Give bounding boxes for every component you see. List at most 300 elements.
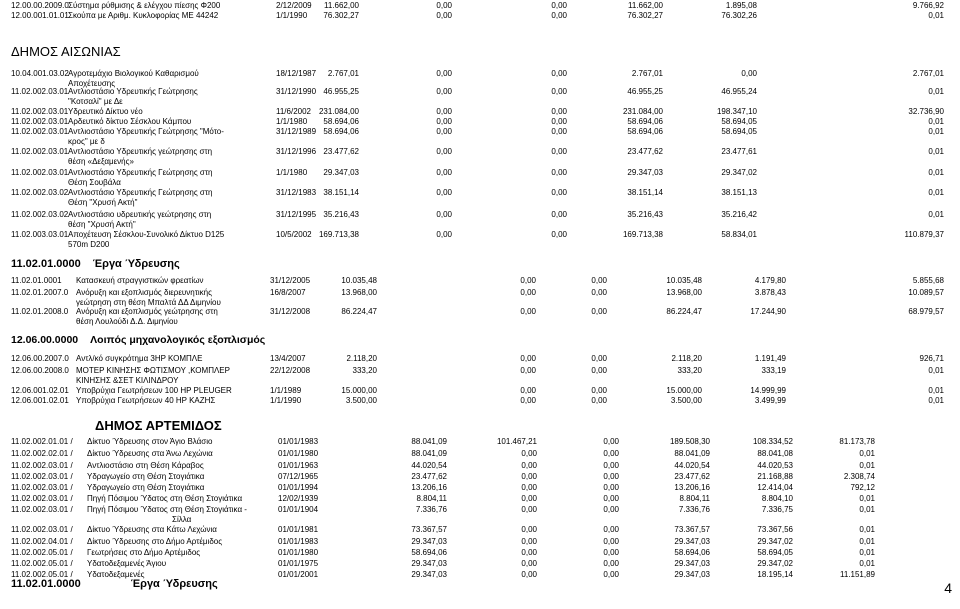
asset-code-cell: 11.02.002.03.01 / (11, 461, 73, 470)
asset-code-cell: 11.02.002.03.01 / (11, 472, 73, 481)
value-cell-1: 88.041,09 (411, 449, 447, 458)
description-continuation: Θέση Σουβάλα (68, 178, 121, 187)
section-heading-aisonias: ΔΗΜΟΣ ΑΙΣΩΝΙΑΣ (11, 44, 121, 59)
acquisition-date-cell: 31/12/1996 (276, 147, 317, 156)
acquisition-date-cell: 11/6/2002 (276, 107, 311, 116)
value-cell-3: 0,00 (551, 127, 567, 136)
acquisition-date-cell: 12/02/1939 (278, 494, 319, 503)
net-value-cell: 81.173,78 (839, 437, 875, 446)
value-cell-4: 11.662,00 (628, 1, 663, 10)
asset-code-cell: 11.02.002.03.01 (11, 107, 69, 116)
depreciation-cell: 38.151,13 (721, 188, 757, 197)
depreciation-cell: 23.477,61 (721, 147, 757, 156)
value-cell-1: 23.477,62 (323, 147, 359, 156)
value-cell-2: 0,00 (436, 127, 452, 136)
asset-code-cell: 11.02.003.03.01 (11, 230, 69, 239)
table-row (0, 548, 960, 558)
value-cell-4: 73.367,57 (674, 525, 710, 534)
table-row (0, 449, 960, 459)
acquisition-date-cell: 31/12/2005 (270, 276, 311, 285)
value-cell-3: 0,00 (603, 461, 619, 470)
value-cell-3: 0,00 (603, 559, 619, 568)
value-cell-2: 0,00 (436, 117, 452, 126)
value-cell-3: 0,00 (603, 483, 619, 492)
acquisition-date-cell: 31/12/1983 (276, 188, 317, 197)
description-continuation: γεώτρηση στη θέση Μπαλτά ΔΔ Διμηνίου (76, 298, 221, 307)
value-cell-2: 0,00 (521, 483, 537, 492)
depreciation-cell: 198.347,10 (716, 107, 757, 116)
description-continuation: Σίλλα (172, 515, 192, 524)
description-continuation: Θέση "Χρυσή Ακτή" (68, 198, 138, 207)
net-value-cell: 0,01 (859, 525, 875, 534)
acquisition-date-cell: 01/01/1980 (278, 449, 319, 458)
value-cell-1: 13.968,00 (341, 288, 377, 297)
asset-description-cell: Υποβρύχια Γεωτρήσεων 40 HP ΚΑΖΗΣ (76, 396, 216, 405)
value-cell-1: 44.020,54 (411, 461, 447, 470)
acquisition-date-cell: 01/01/1975 (278, 559, 319, 568)
value-cell-3: 0,00 (591, 386, 607, 395)
page-number: 4 (944, 580, 952, 596)
asset-code-cell: 11.02.002.03.01 (11, 117, 69, 126)
acquisition-date-cell: 07/12/1965 (278, 472, 319, 481)
net-value-cell: 68.979,57 (908, 307, 944, 316)
depreciation-cell: 12.414,04 (757, 483, 793, 492)
asset-code-cell: 12.00.001.01.01 (11, 11, 69, 20)
value-cell-2: 0,00 (520, 307, 536, 316)
value-cell-2: 0,00 (521, 449, 537, 458)
value-cell-3: 0,00 (591, 276, 607, 285)
value-cell-3: 0,00 (551, 188, 567, 197)
value-cell-2: 101.467,21 (496, 437, 537, 446)
asset-code-cell: 11.02.002.03.01 (11, 147, 69, 156)
asset-description-cell: Σκούπα με Αριθμ. Κυκλοφορίας ΜΕ 44242 (68, 11, 219, 20)
description-continuation: κρος" με δ (68, 137, 105, 146)
asset-description-cell: Αντλιοστάσιο Υδρευτικής Γεώτρησης στη (68, 188, 213, 197)
table-row (0, 87, 960, 97)
value-cell-4: 333,20 (677, 366, 702, 375)
value-cell-4: 2.118,20 (671, 354, 702, 363)
value-cell-4: 38.151,14 (627, 188, 663, 197)
net-value-cell: 11.151,89 (840, 570, 875, 579)
asset-description-cell: Αντλιοστάσιο Υδρευτικής Γεώτρησης στη (68, 168, 213, 177)
value-cell-1: 231.084,00 (318, 107, 359, 116)
net-value-cell: 0,01 (859, 505, 875, 514)
asset-code-cell: 11.02.002.05.01 / (11, 570, 73, 579)
value-cell-4: 13.968,00 (666, 288, 702, 297)
table-row (0, 147, 960, 157)
value-cell-4: 23.477,62 (627, 147, 663, 156)
value-cell-3: 0,00 (551, 117, 567, 126)
value-cell-1: 333,20 (352, 366, 377, 375)
value-cell-2: 0,00 (521, 472, 537, 481)
acquisition-date-cell: 2/12/2009 (276, 1, 312, 10)
acquisition-date-cell: 01/01/1983 (278, 537, 319, 546)
value-cell-3: 0,00 (603, 525, 619, 534)
depreciation-cell: 44.020,53 (757, 461, 793, 470)
section-heading-ydreusis (11, 258, 180, 270)
net-value-cell: 0,01 (859, 537, 875, 546)
value-cell-1: 2.767,01 (327, 69, 359, 78)
value-cell-4: 2.767,01 (631, 69, 663, 78)
value-cell-4: 58.694,06 (627, 117, 663, 126)
asset-code-cell: 12.06.00.2007.0 (11, 354, 69, 363)
table-row (0, 354, 960, 364)
value-cell-2: 0,00 (436, 1, 452, 10)
value-cell-4: 29.347,03 (674, 559, 710, 568)
acquisition-date-cell: 01/01/1983 (278, 437, 319, 446)
value-cell-4: 88.041,09 (674, 449, 710, 458)
value-cell-1: 35.216,43 (323, 210, 359, 219)
net-value-cell: 0,01 (859, 559, 875, 568)
asset-description-cell: Σύστημα ρύθμισης & ελέγχου πίεσης Φ200 (68, 1, 221, 10)
acquisition-date-cell: 01/01/1994 (278, 483, 319, 492)
net-value-cell: 0,01 (928, 147, 944, 156)
depreciation-cell: 29.347,02 (757, 559, 793, 568)
section-heading-mixanologikos (11, 334, 265, 346)
value-cell-1: 8.804,11 (416, 494, 447, 503)
description-continuation: θέση «Δεξαμενής» (68, 157, 134, 166)
value-cell-4: 8.804,11 (679, 494, 710, 503)
net-value-cell: 0,01 (859, 494, 875, 503)
value-cell-2: 0,00 (520, 386, 536, 395)
asset-description-cell: Αγροτεμάχιο Βιολογικού Καθαρισμού (68, 69, 199, 78)
value-cell-1: 29.347,03 (411, 570, 447, 579)
value-cell-2: 0,00 (520, 366, 536, 375)
value-cell-3: 0,00 (603, 548, 619, 557)
table-row (0, 168, 960, 178)
depreciation-cell: 0,00 (741, 69, 757, 78)
value-cell-3: 0,00 (551, 168, 567, 177)
net-value-cell: 792,12 (850, 483, 875, 492)
asset-description-cell: Αντλιοστάσιο υδρευτικής γεώτρησης στη (68, 210, 212, 219)
asset-description-cell: Αντλιοστάσιο Υδρευτικής γεώτρησης στη (68, 147, 213, 156)
acquisition-date-cell: 01/01/1904 (278, 505, 319, 514)
asset-description-cell: Αντλιοστάσιο Υδρευτικής Γεώτρησης "Μότο- (68, 127, 224, 136)
net-value-cell: 0,01 (928, 396, 944, 405)
table-row (0, 494, 960, 504)
value-cell-1: 58.694,06 (323, 117, 359, 126)
table-row (0, 69, 960, 79)
depreciation-cell: 58.694,05 (757, 548, 793, 557)
net-value-cell: 0,01 (859, 461, 875, 470)
asset-description-cell: Αντλ/κό συγκρότημα 3ΗΡ ΚΟΜΠΛΕ (76, 354, 203, 363)
table-row (0, 276, 960, 286)
value-cell-2: 0,00 (436, 188, 452, 197)
value-cell-2: 0,00 (521, 548, 537, 557)
depreciation-cell: 58.694,05 (721, 117, 757, 126)
depreciation-cell: 46.955,24 (721, 87, 757, 96)
section-title: Έργα Ύδρευσης (130, 578, 218, 590)
asset-description-cell: Ανόρυξη και εξοπλισμός γεώτρησης στη (76, 307, 218, 316)
value-cell-4: 86.224,47 (666, 307, 702, 316)
value-cell-1: 86.224,47 (341, 307, 377, 316)
table-row (0, 1, 960, 11)
table-row (0, 483, 960, 493)
net-value-cell: 0,01 (928, 117, 944, 126)
value-cell-2: 0,00 (521, 494, 537, 503)
section-title: Έργα Ύδρευσης (92, 258, 180, 270)
value-cell-4: 13.206,16 (674, 483, 710, 492)
net-value-cell: 32.736,90 (908, 107, 944, 116)
value-cell-3: 0,00 (603, 494, 619, 503)
asset-code-cell: 11.02.002.03.01 / (11, 505, 73, 514)
depreciation-cell: 18.195,14 (757, 570, 793, 579)
value-cell-2: 0,00 (520, 276, 536, 285)
asset-code-cell: 11.02.002.03.01 (11, 168, 69, 177)
value-cell-1: 11.662,00 (324, 1, 359, 10)
value-cell-3: 0,00 (591, 307, 607, 316)
asset-description-cell: Υδραγωγείο στη Θέση Στογιάτικα (87, 483, 205, 492)
value-cell-2: 0,00 (521, 525, 537, 534)
asset-description-cell: Υδατοδεξαμενές Άγιου (87, 559, 167, 568)
value-cell-4: 35.216,43 (627, 210, 663, 219)
net-value-cell: 0,01 (928, 366, 944, 375)
asset-description-cell: Δίκτυο Ύδρευσης στον Άγιο Βλάσιο (87, 437, 213, 446)
value-cell-3: 0,00 (591, 288, 607, 297)
value-cell-4: 10.035,48 (666, 276, 702, 285)
asset-description-cell: Γεωτρήσεις στο Δήμο Αρτέμιδος (87, 548, 201, 557)
net-value-cell: 0,01 (928, 87, 944, 96)
asset-code-cell: 11.02.002.01.01 / (11, 437, 73, 446)
net-value-cell: 2.308,74 (843, 472, 875, 481)
value-cell-2: 0,00 (436, 11, 452, 20)
asset-code-cell: 11.02.002.05.01 / (11, 548, 73, 557)
depreciation-cell: 73.367,56 (757, 525, 793, 534)
acquisition-date-cell: 1/1/1989 (270, 386, 302, 395)
section-code: 12.06.00.0000 (11, 334, 79, 346)
value-cell-1: 29.347,03 (411, 559, 447, 568)
net-value-cell: 110.879,37 (904, 230, 944, 239)
section-code: 11.02.01.0000 (11, 258, 81, 270)
value-cell-2: 0,00 (436, 168, 452, 177)
table-row (0, 525, 960, 535)
asset-description-cell: Δίκτυο Ύδρευσης στα Κάτω Λεχώνια (87, 525, 217, 534)
value-cell-1: 46.955,25 (323, 87, 359, 96)
depreciation-cell: 7.336,75 (761, 505, 793, 514)
depreciation-cell: 29.347,02 (757, 537, 793, 546)
depreciation-cell: 58.834,01 (721, 230, 757, 239)
acquisition-date-cell: 31/12/2008 (270, 307, 311, 316)
value-cell-3: 0,00 (551, 230, 567, 239)
depreciation-cell: 1.895,08 (725, 1, 757, 10)
value-cell-2: 0,00 (520, 396, 536, 405)
asset-code-cell: 11.02.002.04.01 / (11, 537, 73, 546)
value-cell-3: 0,00 (603, 505, 619, 514)
asset-code-cell: 11.02.002.03.02 (11, 210, 69, 219)
depreciation-cell: 88.041,08 (757, 449, 793, 458)
table-row (0, 127, 960, 137)
depreciation-cell: 4.179,80 (754, 276, 786, 285)
net-value-cell: 2.767,01 (912, 69, 944, 78)
value-cell-4: 169.713,38 (622, 230, 663, 239)
table-row (0, 288, 960, 298)
acquisition-date-cell: 31/12/1995 (276, 210, 317, 219)
asset-description-cell: Δίκτυο Ύδρευσης στα Άνω Λεχώνια (87, 449, 213, 458)
value-cell-3: 0,00 (603, 437, 619, 446)
table-row (0, 210, 960, 220)
asset-description-cell: Πηγή Πόσιμου Ύδατος στη Θέση Στογιάτικα (87, 494, 243, 503)
acquisition-date-cell: 01/01/1963 (278, 461, 319, 470)
value-cell-4: 3.500,00 (670, 396, 702, 405)
value-cell-4: 29.347,03 (627, 168, 663, 177)
value-cell-1: 88.041,09 (411, 437, 447, 446)
section-heading-artemidos: ΔΗΜΟΣ ΑΡΤΕΜΙΔΟΣ (95, 418, 222, 433)
depreciation-cell: 76.302,26 (721, 11, 757, 20)
depreciation-cell: 1.191,49 (754, 354, 786, 363)
value-cell-4: 231.084,00 (622, 107, 663, 116)
acquisition-date-cell: 13/4/2007 (270, 354, 306, 363)
value-cell-2: 0,00 (436, 210, 452, 219)
value-cell-1: 38.151,14 (323, 188, 359, 197)
net-value-cell: 0,01 (928, 127, 944, 136)
asset-code-cell: 11.02.002.03.01 (11, 87, 69, 96)
asset-description-cell: Υδρευτικό Δίκτυο νέο (68, 107, 143, 116)
value-cell-2: 0,00 (520, 354, 536, 363)
value-cell-4: 29.347,03 (674, 570, 710, 579)
value-cell-3: 0,00 (603, 472, 619, 481)
asset-description-cell: Πηγή Πόσιμου Ύδατος στη Θέση Στογιάτικα - (87, 505, 247, 514)
value-cell-1: 23.477,62 (411, 472, 447, 481)
value-cell-1: 76.302,27 (323, 11, 359, 20)
asset-code-cell: 11.02.01.2007.0 (11, 288, 69, 297)
value-cell-3: 0,00 (551, 87, 567, 96)
value-cell-4: 189.508,30 (669, 437, 710, 446)
depreciation-cell: 35.216,42 (721, 210, 757, 219)
value-cell-1: 58.694,06 (411, 548, 447, 557)
table-row (0, 505, 960, 515)
asset-description-cell: Αποχέτευση Σέσκλου-Συνολικό Δίκτυο D125 (68, 230, 225, 239)
table-row (0, 537, 960, 547)
value-cell-2: 0,00 (521, 559, 537, 568)
acquisition-date-cell: 1/1/1980 (276, 168, 308, 177)
value-cell-1: 2.118,20 (346, 354, 377, 363)
depreciation-cell: 21.168,88 (757, 472, 793, 481)
net-value-cell: 0,01 (928, 386, 944, 395)
section-heading-ydreusis-2 (11, 578, 218, 590)
acquisition-date-cell: 18/12/1987 (276, 69, 317, 78)
description-continuation: θέση Λουλούδι Δ.Δ. Διμηνίου (76, 317, 178, 326)
acquisition-date-cell: 1/1/1990 (270, 396, 302, 405)
asset-code-cell: 11.02.002.03.01 / (11, 494, 73, 503)
value-cell-4: 58.694,06 (674, 548, 710, 557)
table-row (0, 366, 960, 376)
value-cell-2: 0,00 (436, 230, 452, 239)
asset-description-cell: Αντλιοστάσιο στη Θέση Κάραβος (87, 461, 204, 470)
value-cell-3: 0,00 (603, 570, 619, 579)
asset-code-cell: 11.02.002.02.01 / (11, 449, 73, 458)
value-cell-2: 0,00 (521, 461, 537, 470)
asset-description-cell: Ανόρυξη και εξοπλισμός διερευνητικής (76, 288, 212, 297)
section-code: 11.02.01.0000 (11, 578, 81, 590)
acquisition-date-cell: 01/01/1981 (278, 525, 319, 534)
value-cell-3: 0,00 (551, 147, 567, 156)
value-cell-2: 0,00 (436, 147, 452, 156)
table-row (0, 230, 960, 240)
value-cell-2: 0,00 (436, 107, 452, 116)
value-cell-4: 46.955,25 (627, 87, 663, 96)
table-row (0, 307, 960, 317)
table-row (0, 437, 960, 447)
value-cell-4: 29.347,03 (674, 537, 710, 546)
table-row (0, 107, 960, 117)
acquisition-date-cell: 1/1/1980 (276, 117, 308, 126)
value-cell-1: 13.206,16 (411, 483, 447, 492)
table-row (0, 188, 960, 198)
value-cell-4: 15.000,00 (666, 386, 702, 395)
description-continuation: ΚΙΝΗΣΗΣ &ΣΕΤ ΚΙΛΙΝΔΡΟΥ (76, 376, 179, 385)
acquisition-date-cell: 1/1/1990 (276, 11, 308, 20)
value-cell-1: 3.500,00 (345, 396, 377, 405)
asset-code-cell: 12.06.00.2008.0 (11, 366, 69, 375)
value-cell-2: 0,00 (521, 505, 537, 514)
value-cell-1: 169.713,38 (318, 230, 359, 239)
depreciation-cell: 17.244,90 (750, 307, 786, 316)
depreciation-cell: 14.999,99 (750, 386, 786, 395)
value-cell-3: 0,00 (551, 107, 567, 116)
description-continuation: Αποχέτευσης (68, 79, 116, 88)
asset-code-cell: 12.06.001.02.01 (11, 386, 69, 395)
value-cell-4: 23.477,62 (674, 472, 710, 481)
value-cell-3: 0,00 (591, 366, 607, 375)
depreciation-cell: 3.499,99 (754, 396, 786, 405)
asset-code-cell: 10.04.001.03.02 (11, 69, 69, 78)
asset-code-cell: 11.02.002.03.01 (11, 127, 69, 136)
asset-code-cell: 11.02.002.03.01 / (11, 483, 73, 492)
value-cell-4: 76.302,27 (627, 11, 663, 20)
table-row (0, 386, 960, 396)
value-cell-3: 0,00 (603, 449, 619, 458)
value-cell-1: 10.035,48 (341, 276, 377, 285)
net-value-cell: 10.089,57 (908, 288, 944, 297)
net-value-cell: 0,01 (928, 168, 944, 177)
depreciation-cell: 8.804,10 (761, 494, 793, 503)
net-value-cell: 0,01 (859, 449, 875, 458)
table-row (0, 117, 960, 127)
acquisition-date-cell: 01/01/1980 (278, 548, 319, 557)
value-cell-1: 29.347,03 (411, 537, 447, 546)
acquisition-date-cell: 31/12/1989 (276, 127, 317, 136)
net-value-cell: 926,71 (919, 354, 944, 363)
value-cell-3: 0,00 (551, 210, 567, 219)
asset-description-cell: Υδραγωγείο στη Θέση Στογιάτικα (87, 472, 205, 481)
table-row (0, 472, 960, 482)
net-value-cell: 0,01 (859, 548, 875, 557)
asset-description-cell: Αρδευτικό δίκτυο Σέσκλου Κάμπου (68, 117, 192, 126)
value-cell-1: 29.347,03 (323, 168, 359, 177)
value-cell-2: 0,00 (520, 288, 536, 297)
value-cell-2: 0,00 (436, 87, 452, 96)
description-continuation: "Κοτσαλί" με Δε (68, 97, 123, 106)
value-cell-3: 0,00 (591, 354, 607, 363)
value-cell-3: 0,00 (551, 11, 567, 20)
value-cell-3: 0,00 (551, 1, 567, 10)
asset-description-cell: Υδατοδεξαμενές (87, 570, 145, 579)
net-value-cell: 0,01 (928, 188, 944, 197)
asset-code-cell: 11.02.002.03.01 / (11, 525, 73, 534)
asset-code-cell: 11.02.01.0001 (11, 276, 62, 285)
net-value-cell: 5.855,68 (912, 276, 944, 285)
asset-description-cell: Αντλιοστάσιο Υδρευτικής Γεώτρησης (68, 87, 198, 96)
net-value-cell: 0,01 (928, 210, 944, 219)
value-cell-3: 0,00 (551, 69, 567, 78)
asset-description-cell: ΜΟΤΕΡ ΚΙΝΗΣΗΣ ΦΩΤΙΣΜΟΥ ,ΚΟΜΠΛΕΡ (76, 366, 230, 375)
depreciation-cell: 333,19 (761, 366, 786, 375)
asset-code-cell: 12.06.001.02.01 (11, 396, 69, 405)
value-cell-2: 0,00 (436, 69, 452, 78)
table-row (0, 461, 960, 471)
value-cell-2: 0,00 (521, 570, 537, 579)
net-value-cell: 9.766,92 (912, 1, 944, 10)
